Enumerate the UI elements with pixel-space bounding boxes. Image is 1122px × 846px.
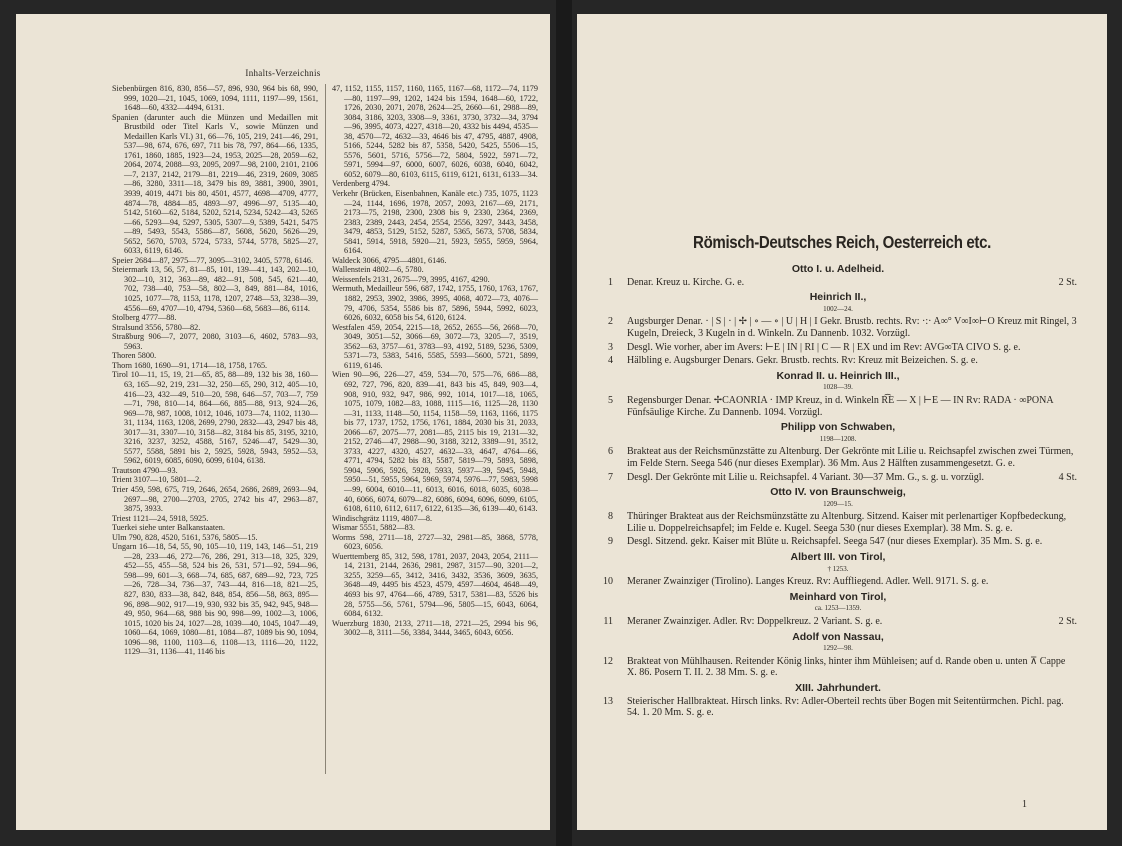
- item-description: Augsburger Denar. · | S | · | ✢ | ∘ — ∘ | U | H | I Gekr. Brustb. rechts. Rv: ·:· A∞° V∞I∞⊢O Kreuz mit Ringel, 3 Kugeln, Dreieck, 3 Kugeln in d. Winkeln. Zu Dannenb. 1032. Vorzügl.: [627, 316, 1077, 339]
- index-entry: Ungarn 16—18, 54, 55, 90, 105—10, 119, 143, 146—51, 219—28, 233—46, 272—76, 286, 291, 313—18, 325, 329, 452—55, 455—58, 524 bis 26, 531, 571—92, 594—96, 598—99, 601—3, 668—74, 685, 687, 689—92, 723, 725—26, 728—34, 736—37, 743—44, 816—18, 821—25, 827, 830, 833—38, 842, 848, 854, 856—58, 863, 895—96, 898—902, 917—19, 930, 932 bis 35, 942, 945, 948—49, 950, 964—68, 988 bis 90, 998—99, 1002—3, 1006, 1015, 1020 bis 24, 1027—28, 1039—40, 1045, 1047—49, 1060—64, 1069, 1080—81, 1084—87, 1089 bis 90, 1094, 1096—98, 1100, 1103—6, 1108—13, 1116—20, 1122, 1129—31, 1136—41, 1146 bis: [112, 542, 318, 657]
- index-entry: Stolberg 4777—88.: [112, 313, 177, 323]
- index-entry: Wismar 5551, 5882—83.: [332, 523, 415, 533]
- index-entry: Wallenstein 4802—6, 5780.: [332, 265, 424, 275]
- item-description: Meraner Zwainziger (Tirolino). Langes Kreuz. Rv: Auffliegend. Adler. Well. 9171. S. g. e.: [627, 576, 989, 588]
- index-entry: Wermuth, Medailleur 596, 687, 1742, 1755, 1760, 1763, 1767, 1882, 2953, 3902, 3986, 3995, 4068, 4072—73, 4076—79, 4706, 5354, 5586 bis 87, 5896, 5944, 5992, 6023, 6026, 6032, 6058 bis 54, 6120, 6124.: [332, 284, 538, 323]
- item-number: 5: [608, 394, 613, 406]
- index-column-left: [112, 84, 318, 657]
- catalog-item: [599, 342, 1077, 354]
- running-header: Inhalts-Verzeichnis: [245, 68, 321, 78]
- item-number: 8: [608, 511, 613, 523]
- section-heading: Konrad II. u. Heinrich III.,: [776, 369, 900, 382]
- section-heading: Philipp von Schwaben,: [780, 421, 896, 434]
- section-heading: Heinrich II.,: [809, 291, 867, 304]
- index-entry: Windischgrätz 1119, 4807—8.: [332, 513, 433, 523]
- item-quantity: 2 St.: [1058, 616, 1077, 628]
- index-entry: Triest 1121—24, 5918, 5925.: [112, 513, 209, 523]
- catalog-item: [599, 656, 1077, 679]
- catalog-item: [599, 277, 1077, 289]
- item-description: Denar. Kreuz u. Kirche. G. e.: [627, 276, 745, 288]
- index-entry: Verkehr (Brücken, Eisenbahnen, Kanäle etc.) 735, 1075, 1123—24, 1144, 1696, 1978, 2057, 2093, 2167—69, 2171, 2173—75, 2198, 2300, 2308 bis 9, 2330, 2364, 2369, 2383, 2389, 2443, 2454, 2554, 2556, 3297, 3443, 3458, 3479, 4853, 5129, 5152, 5287, 5365, 5673, 5708, 5834, 5841, 5914, 5918, 5920—21, 5923, 5955, 5959, 5964, 6164.: [332, 189, 538, 256]
- index-entry: Thoren 5800.: [112, 351, 157, 361]
- index-entry: Ulm 790, 828, 4520, 5161, 5376, 5805—15.: [112, 532, 258, 542]
- item-description: Brakteat aus der Reichsmünzstätte zu Altenburg. Der Gekrönte mit Lilie u. Reichsapfel zwischen zwei Türmen, im Felde Stern. Seega 546 (nur dieses Exemplar). 36 Mm. Aus 2 Hälften zusammengesetzt. G. e.: [627, 446, 1074, 469]
- item-number: 2: [608, 316, 613, 328]
- index-entry: Speier 2684—87, 2975—77, 3095—3102, 3405, 5778, 6146.: [112, 255, 314, 265]
- index-entry: Spanien (darunter auch die Münzen und Medaillen mit Brustbild oder Titel Karls V., sowie Münzen und Medaillen Karls VI.) 31, 66—76, 105, 219, 241—46, 291, 537—98, 674, 676, 697, 711 bis 78, 797, 864—66, 1335, 1761, 1860, 1885, 1923—24, 1953, 2025—28, 2059—62, 2064, 2074, 2088—93, 2095, 2097—98, 2100, 2101, 2106—7, 2137, 2142, 2179—81, 2219—46, 2319, 2609, 3085—86, 3280, 3311—18, 3479 bis 89, 3881, 3900, 3901, 3939, 4019, 4471 bis 80, 4501, 4577, 4698—4709, 4777, 4874—78, 4884—85, 4893—97, 4996—97, 5135—40, 5142, 5160—62, 5184, 5202, 5214, 5234, 5242—43, 5265—66, 5293—94, 5297, 5305, 5307—9, 5389, 5421, 5475—89, 5493, 5543, 5586—87, 5608, 5620, 5626—29, 5652, 5670, 5703, 5724, 5733, 5744, 5778, 5825—27, 6033, 6119, 6146.: [112, 112, 318, 256]
- section-dates: ca. 1253—1359.: [814, 604, 862, 613]
- item-description: Brakteat von Mühlhausen. Reitender König links, hinter ihm Mühleisen; auf d. Rande oben u. unten ⊼ Cappe X. 86. Posern T. II. 2. 38 Mm. S. g. e.: [627, 655, 1066, 679]
- item-number: 12: [603, 655, 613, 667]
- index-entry: Straßburg 906—7, 2077, 2080, 3103—6, 4602, 5783—93, 5963.: [112, 332, 318, 351]
- item-description: Hälbling e. Augsburger Denars. Gekr. Brustb. rechts. Rv: Kreuz mit Beizeichen. S. g. e.: [627, 355, 978, 367]
- item-number: 3: [608, 341, 613, 353]
- item-description: Steierischer Hallbrakteat. Hirsch links. Rv: Adler-Oberteil rechts über Bogen mit Seitentürmchen. Pichl. pag. 54. 1. 20 Mm. S. g. e.: [627, 695, 1064, 719]
- index-entry: Verdenberg 4794.: [332, 179, 391, 189]
- index-entry: Trier 459, 598, 675, 719, 2646, 2654, 2686, 2689, 2693—94, 2697—98, 2700—2703, 2705, 2742 bis 47, 2963—87, 3875, 3933.: [112, 484, 318, 514]
- item-quantity: 2 St.: [1058, 276, 1077, 288]
- catalog-body: [599, 260, 1077, 721]
- item-number: 4: [608, 355, 613, 367]
- column-divider: [325, 84, 326, 774]
- item-description: Desgl. Wie vorher, aber im Avers: ⊢E | IN | RI | C — R | EX und im Rev: AVG∞TA CIVO S. g. e.: [627, 341, 1021, 353]
- item-number: 7: [608, 471, 613, 483]
- section-heading: Otto IV. von Braunschweig,: [770, 486, 906, 499]
- catalog-item: [599, 536, 1077, 548]
- section-heading: Albert III. von Tirol,: [790, 551, 886, 564]
- catalog-item: [599, 696, 1077, 719]
- catalog-item: [599, 446, 1077, 469]
- page-number: 1: [1022, 799, 1027, 810]
- item-number: 6: [608, 446, 613, 458]
- index-entry: Stralsund 3556, 5780—82.: [112, 322, 201, 332]
- catalog-item: [599, 472, 1077, 484]
- catalog-title: Römisch-Deutsches Reich, Oesterreich etc.: [693, 232, 991, 252]
- item-number: 11: [603, 616, 613, 628]
- section-dates: † 1253.: [827, 564, 849, 573]
- right-page: [577, 14, 1107, 830]
- index-entry: Siebenbürgen 816, 830, 856—57, 896, 930, 964 bis 68, 990, 999, 1020—21, 1045, 1069, 1094, 1111, 1197—99, 1561, 1648—60, 4332—4494, 6131.: [112, 84, 318, 113]
- catalog-item: [599, 511, 1077, 534]
- catalog-item: [599, 576, 1077, 588]
- item-description: Thüringer Brakteat aus der Reichsmünzstätte zu Altenburg. Sitzend. Kaiser mit perlenartiger Kopfbedeckung, Lilie u. Doppelreichsapfel; im Felde e. Kugel. Seega 530 (nur dieses Exemplar). 38 Mm. S. g. e.: [627, 511, 1067, 534]
- item-description: Desgl. Der Gekrönte mit Lilie u. Reichsapfel. 4 Variant. 30—37 Mm. G., s. g. u. vorzügl.: [627, 471, 984, 483]
- catalog-item: [599, 395, 1077, 418]
- section-heading: XIII. Jahrhundert.: [795, 682, 881, 694]
- index-entry: Waldeck 3066, 4795—4801, 6146.: [332, 255, 447, 265]
- item-description: Regensburger Denar. ✢CAONRIA · IMP Kreuz, in d. Winkeln R͡E — X | ⊢E — IN Rv: RADA · ∞PONA Fünfsäulige Kirche. Zu Dannenb. 1094. Vorzügl.: [627, 394, 1054, 418]
- index-entry: Thorn 1680, 1690—91, 1714—18, 1758, 1765.: [112, 360, 268, 370]
- catalog-item: [599, 355, 1077, 367]
- index-entry: Worms 598, 2711—18, 2727—32, 2981—85, 3868, 5778, 6023, 6056.: [332, 532, 538, 552]
- catalog-item: [599, 316, 1077, 339]
- section-heading: Meinhard von Tirol,: [789, 590, 887, 603]
- index-entry: Wien 90—96, 226—27, 459, 534—70, 575—76, 686—88, 692, 727, 796, 820, 839—41, 843 bis 45, 849, 903—4, 908, 910, 932, 947, 986, 992, 1014, 1017—18, 1065, 1075, 1079, 1082—83, 1088, 1115—16, 1125—28, 1130—31, 1133, 1148—50, 1154, 1158—59, 1163, 1166, 1175 bis 77, 1737, 1752, 1756, 1761, 1884, 2030 bis 31, 2033, 2066—67, 2075—77, 2081—85, 2115 bis 19, 2131—32, 2152, 2746—47, 2988—90, 3188, 3212, 3389—91, 3512, 3733, 4227, 4320, 4527, 4632—33, 4647, 4764—66, 4771, 4794, 5282 bis 83, 5587, 5819—79, 5893, 5898, 5904, 5906, 5926, 5928, 5933, 5937—39, 5945, 5948, 5950—51, 5955, 5964, 5969, 5974, 5976—77, 5983, 5998—99, 6004, 6010—11, 6013, 6016, 6018, 6035, 6038—40, 6066, 6074, 6079—82, 6086, 6094, 6096, 6099, 6105, 6108, 6110, 6112, 6117, 6122, 6135—36, 6139—40, 6143.: [332, 370, 538, 514]
- item-number: 10: [603, 576, 613, 588]
- index-entry: Trautson 4790—93.: [112, 465, 178, 475]
- item-number: 13: [603, 695, 613, 707]
- index-entry: Westfalen 459, 2054, 2215—18, 2652, 2655—56, 2668—70, 3049, 3051—52, 3066—69, 3072—73, 3205—7, 3519, 3562—63, 3757—61, 3783—93, 4192, 5189, 5236, 5309, 5371—73, 5383, 5416, 5585, 5593—5600, 5721, 5899, 6119, 6146.: [332, 322, 538, 370]
- section-heading: Adolf von Nassau,: [792, 630, 884, 643]
- item-number: 1: [608, 276, 613, 288]
- section-dates: 1028—39.: [823, 383, 853, 392]
- section-dates: 1209—15.: [823, 499, 853, 508]
- book-gutter: [556, 0, 572, 846]
- section-dates: 1002—24.: [823, 304, 853, 313]
- section-heading: Otto I. u. Adelheid.: [791, 263, 885, 275]
- item-description: Desgl. Sitzend. gekr. Kaiser mit Blüte u. Reichsapfel. Seega 547 (nur dieses Exemplar). 35 Mm. S. g. e.: [627, 536, 1043, 548]
- item-number: 9: [608, 536, 613, 548]
- catalog-item: [599, 616, 1077, 628]
- item-quantity: 4 St.: [1058, 471, 1077, 483]
- index-entry: Tirol 10—11, 15, 19, 21—65, 85, 88—89, 132 bis 38, 160—63, 165—92, 219, 231—32, 250—65, 290, 312, 405—10, 416—23, 432—49, 510—20, 598, 646—57, 703—7, 759—71, 798, 810—14, 864—66, 885—88, 913, 924—26, 969—78, 987, 1008, 1012, 1046, 1073—74, 1102, 1130—31, 1134, 1163, 1208, 2699, 2790, 2832—43, 2947 bis 48, 3017—31, 3307—10, 3158—82, 3184 bis 85, 3195, 3210, 3216, 3237, 3252, 4588, 5167, 5246—47, 5429—30, 5577, 5588, 5891 bis 2, 5925, 5928, 5943, 5952—53, 5962, 6019, 6085, 6090, 6099, 6104, 6138.: [112, 370, 318, 466]
- index-entry: Weissenfels 2131, 2675—79, 3995, 4167, 4290.: [332, 274, 490, 284]
- index-column-right: [332, 84, 538, 638]
- index-entry: Tuerkei siehe unter Balkanstaaten.: [112, 523, 225, 533]
- index-entry: Trient 3107—10, 5801—2.: [112, 475, 202, 485]
- item-description: Meraner Zwainziger. Adler. Rv: Doppelkreuz. 2 Variant. S. g. e.: [627, 616, 883, 628]
- index-entry: 47, 1152, 1155, 1157, 1160, 1165, 1167—68, 1172—74, 1179—80, 1197—99, 1202, 1424 bis 1594, 1648—60, 1722, 1726, 2030, 2071, 2078, 2624—25, 2660—61, 2988—89, 3084, 3186, 3203, 3308—9, 3361, 3730, 3732—34, 3794—96, 3995, 4073, 4227, 4318—20, 4332 bis 4494, 4535—38, 4570—72, 4632—33, 4646 bis 47, 4795, 4887, 4908, 5166, 5244, 5282 bis 87, 5358, 5420, 5425, 5506—15, 5576, 5601, 5716, 5756—72, 5804, 5922, 5971—72, 5971, 5994—97, 6000, 6007, 6026, 6038, 6040, 6042, 6052, 6079—80, 6103, 6115, 6119, 6121, 6131, 6133—34.: [332, 84, 538, 179]
- left-page: [16, 14, 550, 830]
- section-dates: 1198—1208.: [819, 434, 857, 443]
- index-entry: Wuerttemberg 85, 312, 598, 1781, 2037, 2043, 2054, 2111—14, 2131, 2144, 2636, 2981, 2987, 3157—90, 3201—2, 3255, 3259—65, 3412, 3416, 3432, 3536, 3609, 3635, 3648—49, 4495 bis 4523, 4579, 4597—4604, 4648—49, 4693 bis 97, 4764—66, 4789, 5317, 5381—83, 5526 bis 28, 5755—56, 5761, 5794—96, 5805—15, 6043, 6064, 6084, 6132.: [332, 551, 538, 619]
- index-entry: Steiermark 13, 56, 57, 81—85, 101, 139—41, 143, 202—10, 302—10, 312, 363—89, 482—91, 508, 545, 621—40, 702, 738—40, 753—58, 802—3, 849, 881—84, 1016, 1025, 1077—78, 1153, 1178, 1207, 2748—53, 3238—39, 4556—69, 4707—10, 4794, 5360—68, 5683—86, 6114.: [112, 265, 318, 313]
- section-dates: 1292—98.: [823, 644, 853, 653]
- index-entry: Wuerzburg 1830, 2133, 2711—18, 2721—25, 2994 bis 96, 3002—8, 3111—56, 3384, 3444, 3465, 6043, 6056.: [332, 618, 538, 638]
